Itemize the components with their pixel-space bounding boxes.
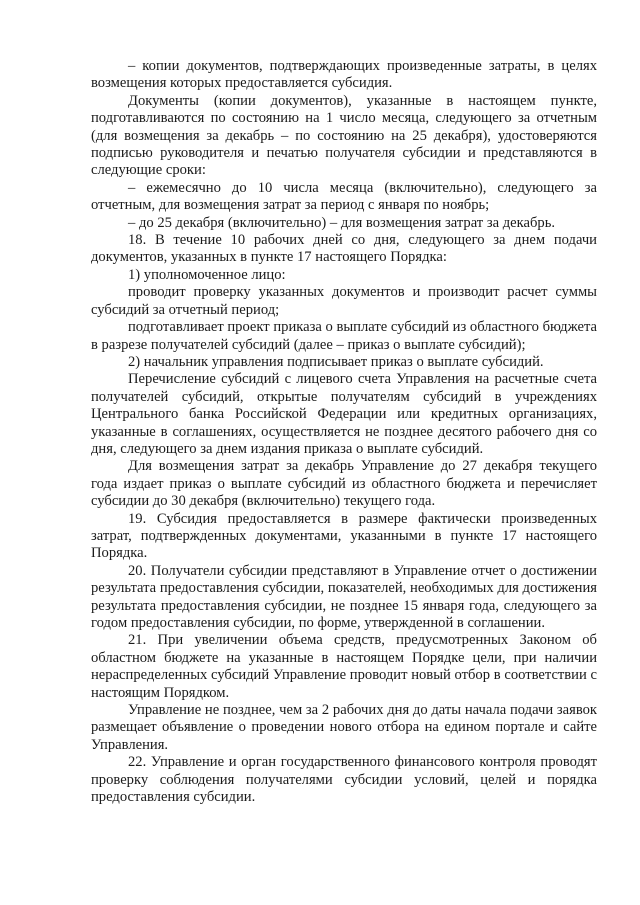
paragraph-monthly-deadline: – ежемесячно до 10 числа месяца (включительно), следующего за отчетным, для возмещения затрат за период с января по ноябрь; <box>91 179 597 214</box>
paragraph-documents-preparation: Документы (копии документов), указанные в настоящем пункте, подготавливаются по состоянию на 1 число месяца, следующего за отчетным (для возмещения за декабрь – по состоянию на 25 декабря), удостоверяются подписью руководителя и печатью получателя субсидии и представляются в следующие сроки: <box>91 92 597 179</box>
paragraph-authorized-person: 1) уполномоченное лицо: <box>128 266 286 283</box>
paragraph-item-22: 22. Управление и орган государственного финансового контроля проводят проверку соблюдения получателями субсидии условий, целей и порядка предоставления субсидии. <box>91 754 597 806</box>
paragraph-item-18: 18. В течение 10 рабочих дней со дня, следующего за днем подачи документов, указанных в пункте 17 настоящего Порядка: <box>91 232 597 266</box>
paragraph-order-draft: подготавливает проект приказа о выплате субсидий из областного бюджета в разрезе получателей субсидий (далее – приказ о выплате субсидий); <box>91 319 597 353</box>
paragraph-december-compensation: Для возмещения затрат за декабрь Управление до 27 декабря текущего года издает приказ о выплате субсидий из областного бюджета и перечисляет субсидии до 30 декабря (включительно) текущего года. <box>91 458 597 510</box>
paragraph-announcement: Управление не позднее, чем за 2 рабочих дня до даты начала подачи заявок размещает объявление о проведении нового отбора на едином портале и сайте Управления. <box>91 702 597 753</box>
paragraph-document-check: проводит проверку указанных документов и производит расчет суммы субсидий за отчетный период; <box>91 284 597 318</box>
paragraph-head-signs: 2) начальник управления подписывает приказ о выплате субсидий. <box>128 353 544 370</box>
paragraph-item-20: 20. Получатели субсидии представляют в Управление отчет о достижении результата предоставления субсидии, показателей, необходимых для достижения результата предоставления субсидии, не позднее 15 января года, следующего за годом предоставления субсидии, по форме, утвержденной в соглашении. <box>91 562 597 631</box>
document-page <box>91 58 597 806</box>
paragraph-december-deadline: – до 25 декабря (включительно) – для возмещения затрат за декабрь. <box>128 214 555 231</box>
paragraph-item-19: 19. Субсидия предоставляется в размере фактически произведенных затрат, подтвержденных документами, указанными в пункте 17 настоящего Порядка. <box>91 510 597 562</box>
paragraph-item-21: 21. При увеличении объема средств, предусмотренных Законом об областном бюджете на указанные в настоящем Порядке цели, при наличии нераспределенных субсидий Управление проводит новый отбор в соответствии с настоящим Порядком. <box>91 632 597 701</box>
paragraph-transfer: Перечисление субсидий с лицевого счета Управления на расчетные счета получателей субсидий, открытые получателям субсидий в учреждениях Центрального банка Российской Федерации или кредитных организациях, указанные в соглашениях, осуществляется не позднее десятого рабочего дня со дня, следующего за днем издания приказа о выплате субсидий. <box>91 371 597 457</box>
paragraph-documents-copies: – копии документов, подтверждающих произведенные затраты, в целях возмещения которых предоставляется субсидия. <box>91 58 597 92</box>
